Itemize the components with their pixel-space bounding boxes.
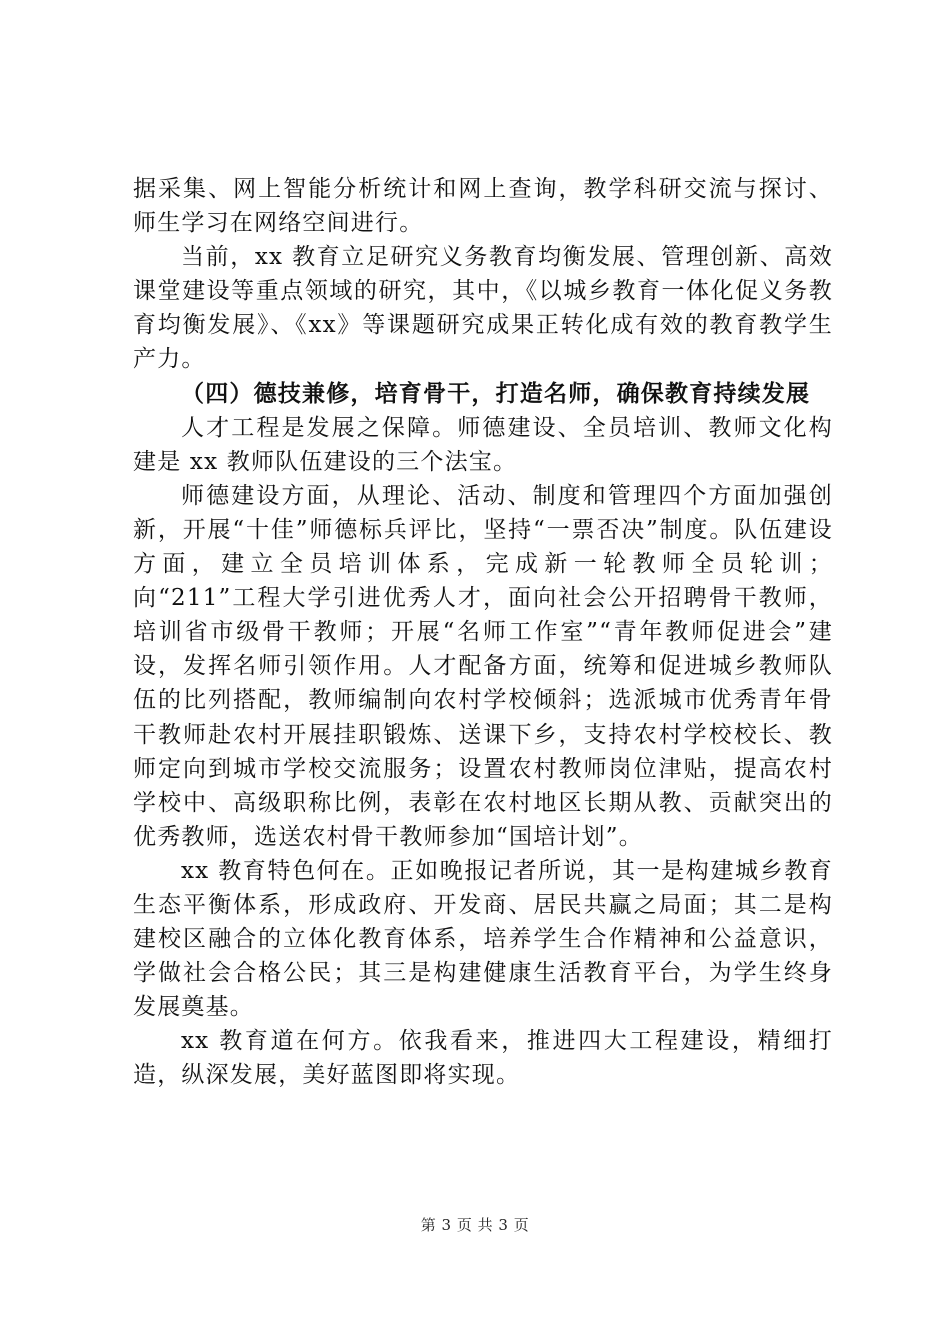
paragraph-continuation: 据采集、网上智能分析统计和网上查询，教学科研交流与探讨、师生学习在网络空间进行。 <box>133 176 833 237</box>
paragraph-future: xx 教育道在何方。依我看来，推进四大工程建设，精细打造，纵深发展，美好蓝图即将实现。 <box>133 1028 833 1089</box>
paragraph-talent: 人才工程是发展之保障。师德建设、全员培训、教师文化构建是 xx 教师队伍建设的三个法宝。 <box>133 414 833 475</box>
page-number-footer: 第 3 页 共 3 页 <box>420 1216 530 1234</box>
section-heading: （四）德技兼修，培育骨干，打造名师，确保教育持续发展 <box>181 380 811 407</box>
document-body <box>133 172 833 1093</box>
paragraph-teacher-ethics: 师德建设方面，从理论、活动、制度和管理四个方面加强创新，开展“十佳”师德标兵评比，坚持“一票否决”制度。队伍建设方面，建立全员培训体系，完成新一轮教师全员轮训；向“211”工程大学引进优秀人才，面向社会公开招聘骨干教师，培训省市级骨干教师；开展“名师工作室”“青年教师促进会”建设，发挥名师引领作用。人才配备方面，统筹和促进城乡教师队伍的比列搭配，教师编制向农村学校倾斜；选派城市优秀青年骨干教师赴农村开展挂职锻炼、送课下乡，支持农村学校校长、教师定向到城市学校交流服务；设置农村教师岗位津贴，提高农村学校中、高级职称比例，表彰在农村地区长期从教、贡献突出的优秀教师，选送农村骨干教师参加“国培计划”。 <box>133 482 833 850</box>
paragraph-features: xx 教育特色何在。正如晚报记者所说，其一是构建城乡教育生态平衡体系，形成政府、开发商、居民共赢之局面；其二是构建校区融合的立体化教育体系，培养学生合作精神和公益意识，学做社会合格公民；其三是构建健康生活教育平台，为学生终身发展奠基。 <box>133 857 833 1021</box>
paragraph-research: 当前，xx 教育立足研究义务教育均衡发展、管理创新、高效课堂建设等重点领域的研究，其中，《以城乡教育一体化促义务教育均衡发展》、《xx》等课题研究成果正转化成有效的教育教学生产力。 <box>133 244 833 373</box>
